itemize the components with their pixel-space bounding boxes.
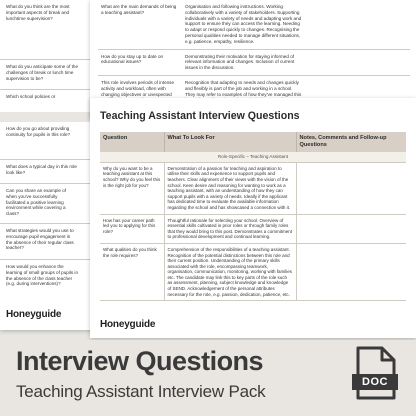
- list-item: [0, 224, 100, 260]
- table-row: [98, 49, 410, 75]
- question-text: How would you enhance the learning of small groups of pupils in the absence of the class teacher (e.g. during interventions)?: [6, 264, 79, 287]
- column-header-look-for: What To Look For: [164, 132, 296, 152]
- list-item: [0, 90, 100, 112]
- page-title: Teaching Assistant Interview Questions: [100, 110, 300, 122]
- question-text: Can you share an example of when you've successfully facilitated a positive learning environment while covering a class?: [6, 188, 67, 217]
- section-row: [100, 152, 406, 162]
- question-cell: This role involves periods of intense activity and workload, often with changing objectives or unexpected: [98, 75, 182, 113]
- column-header-question: Question: [100, 132, 164, 152]
- list-item: [0, 0, 100, 60]
- file-type-badge: DOC: [352, 374, 398, 390]
- table-row: [100, 243, 406, 300]
- list-item: [0, 122, 100, 160]
- brand-logo: Honeyguide: [6, 309, 62, 320]
- look-for-cell: Recognition that adapting to needs and changes quickly and flexibly is part of the job and working in a school. They may refer to examples of how they've managed this: [182, 75, 306, 113]
- question-cell: Why do you want to be a teaching assistant at this school? Why do you feel this is the right job for you?: [100, 162, 164, 214]
- product-title: Interview Questions: [16, 346, 264, 376]
- question-text: Which school policies or: [6, 94, 56, 99]
- question-text: What does a typical day in this role look like?: [6, 164, 77, 175]
- column-header-notes: Notes, Comments and Follow-up Questions: [296, 132, 406, 152]
- question-cell: What are the main demands of being a teaching assistant?: [98, 0, 182, 49]
- question-cell: How has your career path led you to applying for this role?: [100, 214, 164, 243]
- look-for-cell: Comprehension of the responsibilities of a teaching assistant. Recognition of the potential distinctions between this role and their current position. Understanding of the primary skills associated with the role, encompassing teamwork, organisation, communication, monitoring, working with families etc. The candidate may link this to key parts of the role such as assessment, planning, subject knowledge and knowledge of SEND. Acknowledgement of the personal attributes necessary for the role, e.g. passion, dedication, patience, etc.: [164, 243, 296, 300]
- notes-cell: [306, 0, 410, 49]
- back-left-sheet: [0, 0, 100, 330]
- question-cell: How do you stay up to date on educational issues?: [98, 49, 182, 75]
- list-item: [0, 260, 100, 300]
- notes-cell: [296, 214, 406, 243]
- product-subtitle: Teaching Assistant Interview Pack: [16, 382, 266, 401]
- question-text: What do you think are the most important aspects of break and lunchtime supervision?: [6, 4, 70, 21]
- look-for-cell: Demonstrating their motivation for staying informed of relevant information and changes. Inclusion of current issues in the discussion.: [182, 49, 306, 75]
- table-row: [98, 0, 410, 49]
- question-text: How do you go about providing continuity for pupils in this role?: [6, 126, 71, 137]
- front-sheet: [90, 98, 416, 338]
- list-item: [0, 60, 100, 90]
- interview-questions-table: [100, 132, 406, 301]
- list-item: [0, 160, 100, 184]
- back-table: [98, 0, 410, 114]
- look-for-cell: Demonstration of a passion for teaching and aspiration to utilise their skills and experience to support pupils and teachers. Clear alignment of their views with the vision of the school. Keen desire and reasoning for wanting to work as a teaching assistant, with an understanding of how they can support pupils with a variety of needs. Ideally if the applicant has dedicated time to evaluate the available information regarding the school and has showcased a connection with it.: [164, 162, 296, 214]
- look-for-cell: Thoughtful rationale for selecting your school. Overview of essential skills cultivated in prior roles or through family roles that they would bring to this post. Demonstrates a commitment to professional development and continual learning.: [164, 214, 296, 243]
- sheet-gap: [0, 112, 100, 122]
- question-text: What do you anticipate some of the challenges of break or lunch time supervision to be?: [6, 64, 79, 81]
- table-row: [100, 214, 406, 243]
- notes-cell: [296, 243, 406, 300]
- notes-cell: [296, 162, 406, 214]
- question-cell: What qualities do you think the role requires?: [100, 243, 164, 300]
- notes-cell: [306, 49, 410, 75]
- question-text: What strategies would you use to encourage pupil engagement in the absence of their regular class teacher?: [6, 228, 74, 251]
- list-item: [0, 184, 100, 224]
- brand-logo: Honeyguide: [100, 319, 156, 330]
- look-for-cell: Organisation and following instructions. Working collaboratively with a variety of stakeholders. Supporting individuals with a variety of needs and adapting work and support to ensure they can access the learning. Needing to adapt or respond quickly to changes. Recognising the personal qualities needed to manage different situations, e.g. patience, empathy, resilience.: [182, 0, 306, 49]
- table-row: [100, 162, 406, 214]
- section-label: Role-Specific – Teaching Assistant: [100, 152, 406, 162]
- table-header-row: [100, 132, 406, 152]
